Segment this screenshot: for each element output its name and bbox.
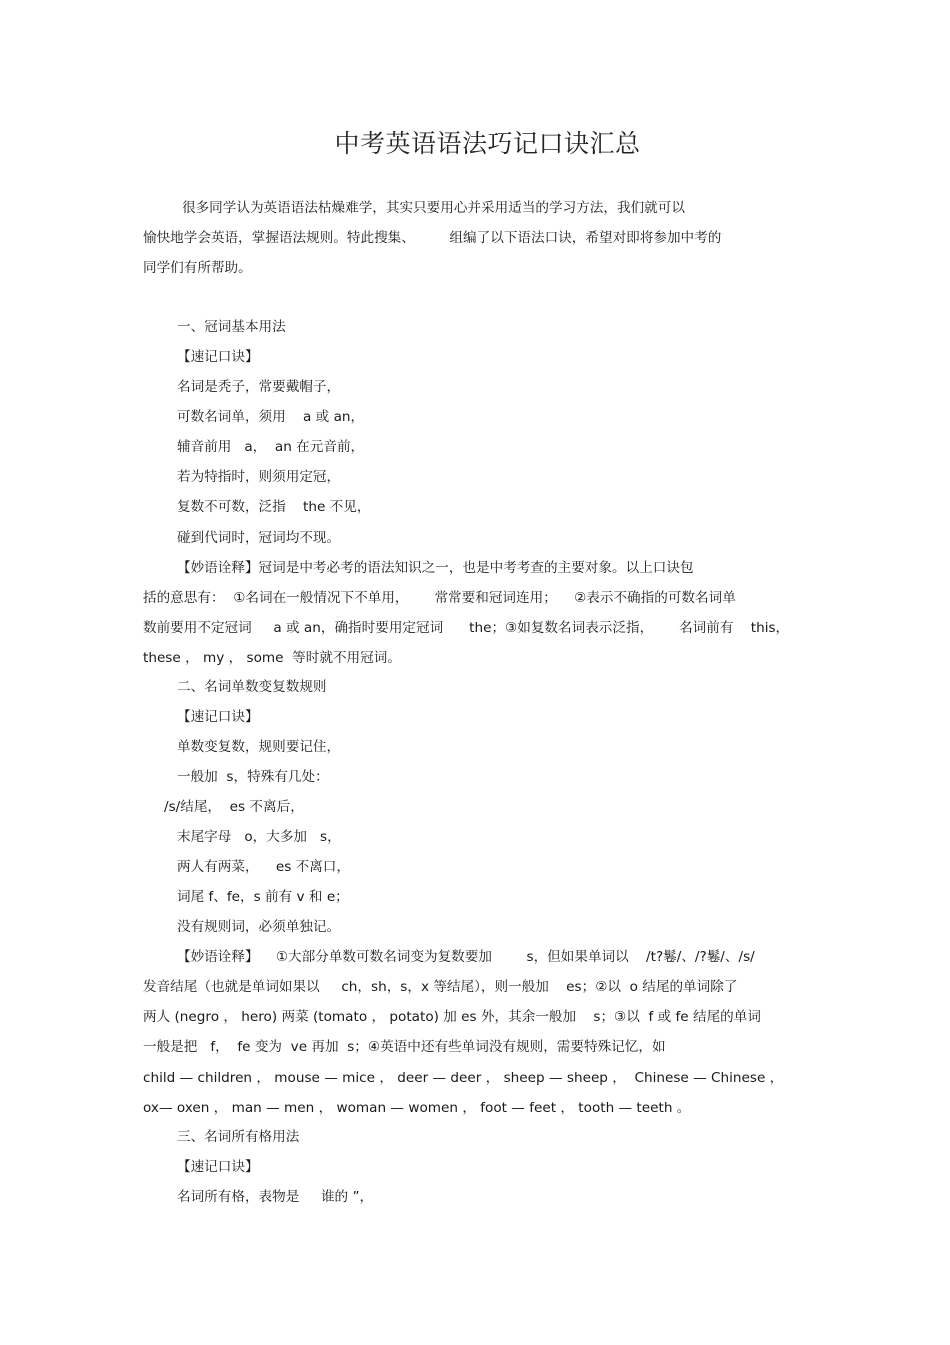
- verse-line: 若为特指时，则须用定冠，: [177, 469, 341, 485]
- mnemonic-label: 【速记口诀】: [177, 709, 259, 725]
- section-heading: 一、冠词基本用法: [177, 319, 286, 335]
- intro-line: 很多同学认为英语语法枯燥难学，其实只要用心并采用适当的学习方法，我们就可以: [182, 200, 685, 216]
- explanation-line: 【妙语诠释】 ①大部分单数可数名词变为复数要加 s，但如果单词以 /t?鬈/、/?鬈/、/s/: [177, 949, 755, 965]
- mnemonic-label: 【速记口诀】: [177, 1159, 259, 1175]
- verse-line: 碰到代词时，冠词均不现。: [177, 530, 341, 546]
- explanation-line: 数前要用不定冠词 a 或 an，确指时要用定冠词 the；③如复数名词表示泛指， 名词前有 this，: [143, 620, 790, 636]
- verse-line: 单数变复数，规则要记住，: [177, 739, 341, 755]
- verse-line: 辅音前用 a， an 在元音前，: [177, 439, 365, 455]
- verse-line: /s/结尾， es 不离后，: [164, 799, 304, 815]
- explanation-line: 一般是把 f， fe 变为 ve 再加 s；④英语中还有些单词没有规则，需要特殊记忆，如: [143, 1039, 666, 1055]
- explanation-line: 两人 (negro ， hero) 两菜 (tomato ， potato) 加 es 外，其余一般加 s；③以 f 或 fe 结尾的单词: [143, 1009, 761, 1025]
- explanation-line: these ， my ， some 等时就不用冠词。: [143, 650, 401, 666]
- verse-line: 可数名词单，须用 a 或 an，: [177, 409, 365, 425]
- explanation-line: ox— oxen ， man — men ， woman — women ， foot — feet ， tooth — teeth 。: [143, 1100, 691, 1116]
- mnemonic-label: 【速记口诀】: [177, 349, 259, 365]
- explanation-line: 【妙语诠释】冠词是中考必考的语法知识之一，也是中考考查的主要对象。以上口诀包: [177, 560, 694, 576]
- verse-line: 词尾 f、fe，s 前有 v 和 e；: [177, 889, 349, 905]
- verse-line: 名词所有格，表物是 谁的 ”，: [177, 1189, 374, 1205]
- explanation-line: child — children ， mouse — mice ， deer — deer ， sheep — sheep ， Chinese — Chinese ，: [143, 1070, 784, 1086]
- explanation-line: 发音结尾（也就是单词如果以 ch，sh，s，x 等结尾），则一般加 es；②以 o 结尾的单词除了: [143, 979, 738, 995]
- explanation-line: 括的意思有： ①名词在一般情况下不单用， 常常要和冠词连用； ②表示不确指的可数名词单: [143, 590, 736, 606]
- verse-line: 一般加 s，特殊有几处：: [177, 769, 329, 785]
- intro-line: 同学们有所帮助。: [143, 260, 252, 276]
- section-heading: 二、名词单数变复数规则: [177, 679, 327, 695]
- document-title: 中考英语语法巧记口诀汇总: [334, 129, 641, 158]
- verse-line: 两人有两菜， es 不离口，: [177, 859, 350, 875]
- section-heading: 三、名词所有格用法: [177, 1129, 300, 1145]
- verse-line: 没有规则词，必须单独记。: [177, 919, 341, 935]
- verse-line: 末尾字母 o，大多加 s，: [177, 829, 341, 845]
- verse-line: 复数不可数，泛指 the 不见，: [177, 499, 371, 515]
- intro-line: 愉快地学会英语，掌握语法规则。特此搜集、 组编了以下语法口诀，希望对即将参加中考的: [143, 230, 722, 246]
- verse-line: 名词是秃子，常要戴帽子，: [177, 379, 341, 395]
